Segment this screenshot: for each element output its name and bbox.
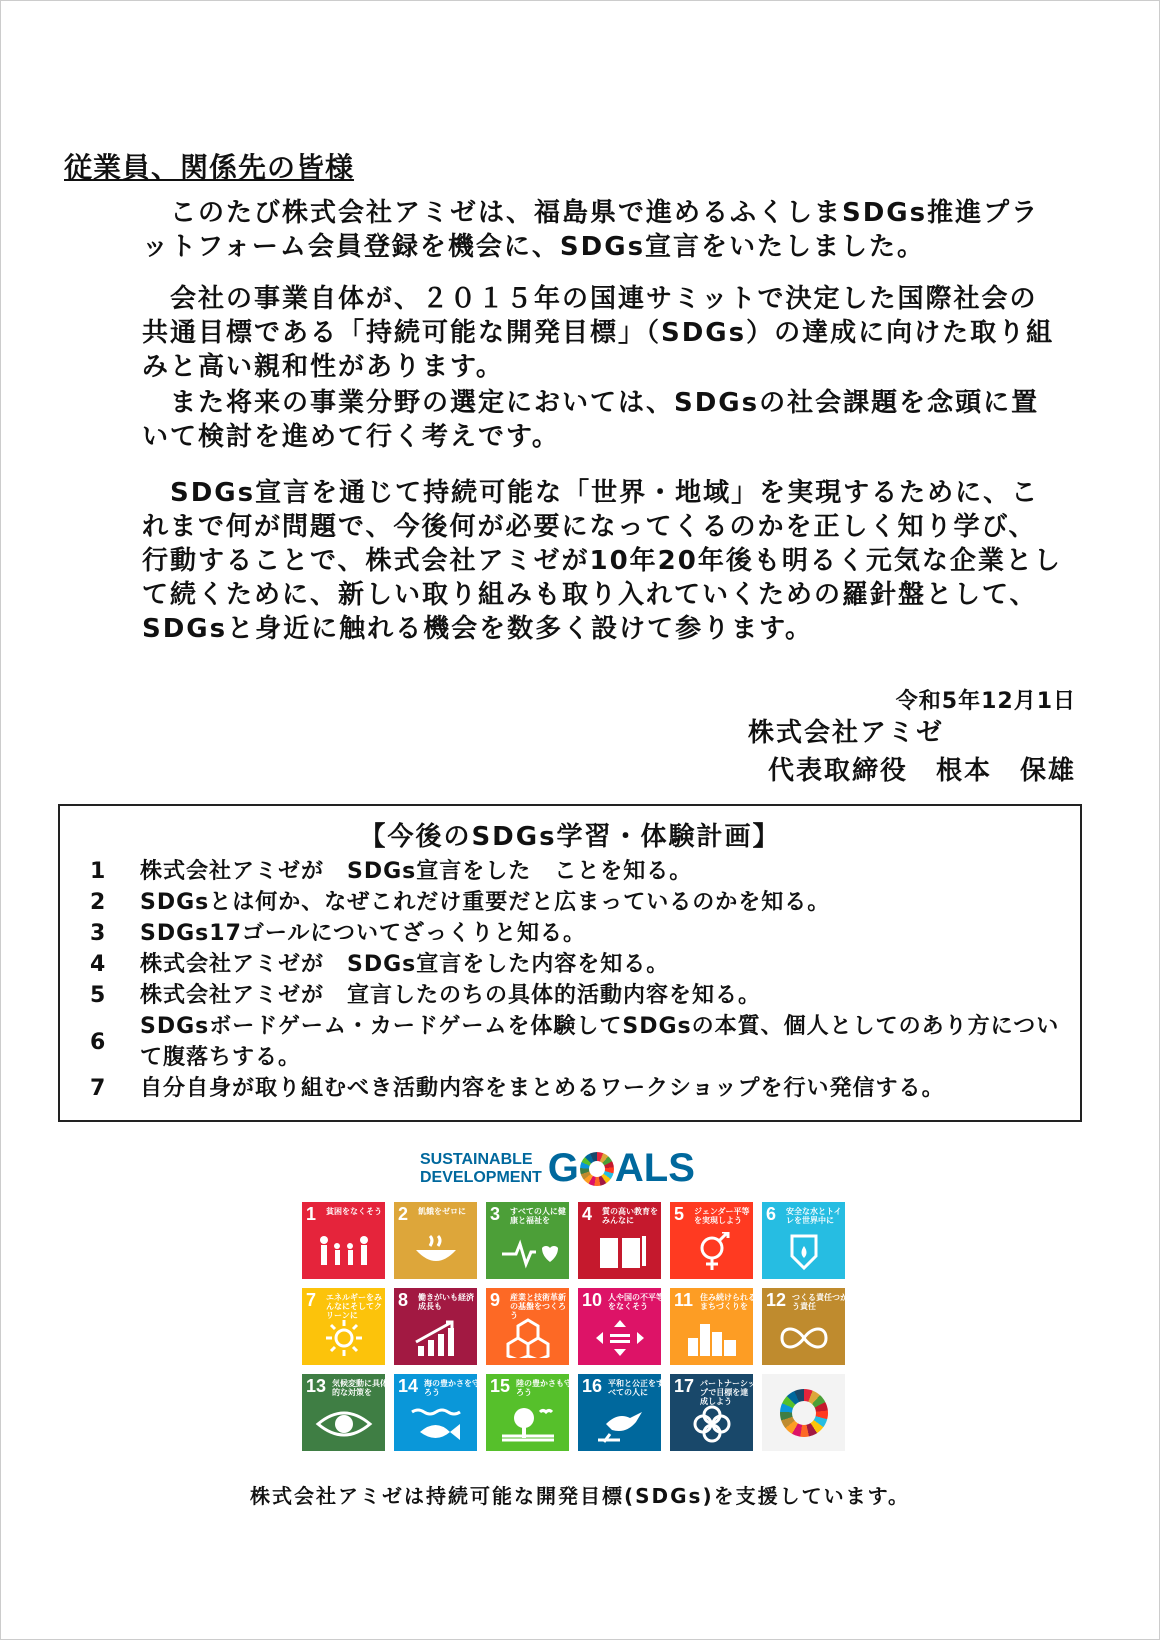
sdg-goal-tile-10 bbox=[578, 1288, 664, 1365]
sdg-goal-tile-4 bbox=[578, 1202, 661, 1279]
sun-icon bbox=[314, 1318, 374, 1358]
salutation: 従業員、関係先の皆様 bbox=[64, 151, 355, 184]
sdg-goal-tile-9 bbox=[486, 1288, 569, 1365]
sdg-goal-tile-17 bbox=[670, 1374, 756, 1451]
growth-chart-icon bbox=[406, 1318, 466, 1358]
plan-item bbox=[90, 1011, 1070, 1073]
infinity-icon bbox=[774, 1318, 834, 1358]
goal-label: 産業と技術革新の基盤をつくろう bbox=[510, 1293, 566, 1320]
plan-item-number: 7 bbox=[90, 1076, 107, 1101]
plan-item bbox=[90, 949, 1070, 980]
logo-goals-rest: ALS bbox=[614, 1146, 695, 1190]
water-drop-icon bbox=[774, 1232, 834, 1272]
plan-item-number: 3 bbox=[90, 921, 107, 946]
goal-label: 海の豊かさを守ろう bbox=[424, 1379, 480, 1397]
goal-number: 16 bbox=[582, 1376, 603, 1396]
goal-label: 平和と公正をすべての人に bbox=[608, 1379, 664, 1397]
goal-label: 貧困をなくそう bbox=[326, 1207, 382, 1216]
representative-name: 代表取締役 根本 保雄 bbox=[767, 756, 1076, 786]
plan-item bbox=[90, 980, 1070, 1011]
plan-item-text: 株式会社アミゼが SDGs宣言をした内容を知る。 bbox=[140, 952, 670, 977]
city-icon bbox=[682, 1318, 742, 1358]
sdg-goal-tile-8 bbox=[394, 1288, 477, 1365]
goal-number: 7 bbox=[306, 1290, 317, 1310]
sdg-goal-tile-14 bbox=[394, 1374, 480, 1451]
goal-label: 質の高い教育をみんなに bbox=[602, 1207, 658, 1225]
goal-label: すべての人に健康と福祉を bbox=[510, 1207, 566, 1225]
letter-paragraph-1: このたび株式会社アミゼは、福島県で進めるふくしまSDGs推進プラットフォーム会員登録を機会に、SDGs宣言をいたしました。 bbox=[142, 198, 1040, 262]
sdg-goal-tile-7 bbox=[302, 1288, 385, 1365]
goal-label: 人や国の不平等をなくそう bbox=[608, 1293, 664, 1311]
sdg-goal-tile-1 bbox=[302, 1202, 385, 1279]
bowl-icon bbox=[406, 1232, 466, 1272]
goal-label: 気候変動に具体的な対策を bbox=[332, 1379, 388, 1397]
goal-label: 陸の豊かさも守ろう bbox=[516, 1379, 572, 1397]
sdg-goal-tile-15 bbox=[486, 1374, 572, 1451]
plan-item-text: 自分自身が取り組むべき活動内容をまとめるワークショップを行い発信する。 bbox=[140, 1076, 945, 1101]
logo-text bbox=[420, 1151, 542, 1187]
plan-item-text: SDGsとは何か、なぜこれだけ重要だと広まっているのかを知る。 bbox=[140, 890, 831, 915]
goal-label: エネルギーをみんなにそしてクリーンに bbox=[326, 1293, 382, 1320]
sdg-goal-tile-3 bbox=[486, 1202, 569, 1279]
goal-number: 14 bbox=[398, 1376, 419, 1396]
sdg-goal-tile-11 bbox=[670, 1288, 756, 1365]
eye-globe-icon bbox=[314, 1404, 374, 1444]
goal-number: 17 bbox=[674, 1376, 695, 1396]
logo-goals bbox=[548, 1146, 695, 1191]
goal-number: 11 bbox=[674, 1290, 694, 1310]
goal-number: 8 bbox=[398, 1290, 409, 1310]
learning-plan-box bbox=[58, 804, 1082, 1122]
goal-label: 住み続けられるまちづくりを bbox=[700, 1293, 756, 1311]
goal-number: 15 bbox=[490, 1376, 511, 1396]
sdg-wheel-tile bbox=[762, 1374, 845, 1451]
sdg-wheel-icon bbox=[580, 1152, 614, 1186]
logo-goals-g: G bbox=[547, 1146, 579, 1190]
goal-number: 4 bbox=[582, 1204, 593, 1224]
goal-label: つくる責任つかう責任 bbox=[792, 1293, 848, 1311]
plan-title: 【今後のSDGs学習・体験計画】 bbox=[359, 822, 781, 852]
sdgs-logo bbox=[420, 1146, 695, 1191]
letter-paragraph-2: 会社の事業自体が、２０１５年の国連サミットで決定した国際社会の共通目標である「持続可能な開発目標」（SDGs）の達成に向けた取り組みと高い親和性があります。 bbox=[142, 284, 1055, 382]
family-icon bbox=[314, 1232, 374, 1272]
sdg-goal-tile-16 bbox=[578, 1374, 664, 1451]
company-name: 株式会社アミゼ bbox=[747, 718, 944, 748]
plan-item-number: 2 bbox=[90, 890, 107, 915]
plan-item-number: 6 bbox=[90, 1029, 107, 1055]
plan-item bbox=[90, 887, 1070, 918]
heartbeat-icon bbox=[498, 1232, 558, 1272]
plan-item bbox=[90, 1073, 1070, 1104]
gender-icon bbox=[682, 1232, 742, 1272]
plan-item-number: 5 bbox=[90, 983, 107, 1008]
plan-item bbox=[90, 856, 1070, 887]
plan-item-text: SDGsボードゲーム・カードゲームを体験してSDGsの本質、個人としてのあり方について腹落ちする。 bbox=[140, 1014, 1060, 1070]
goal-label: パートナーシップで目標を達成しよう bbox=[700, 1379, 756, 1406]
logo-line-1: SUSTAINABLE bbox=[420, 1150, 533, 1168]
letter-date: 令和5年12月1日 bbox=[895, 689, 1076, 714]
goal-number: 13 bbox=[306, 1376, 327, 1396]
flower-icon bbox=[682, 1404, 742, 1444]
sdg-goal-tile-6 bbox=[762, 1202, 845, 1279]
goal-number: 1 bbox=[306, 1204, 317, 1224]
plan-item-number: 1 bbox=[90, 859, 107, 884]
goal-number: 6 bbox=[766, 1204, 777, 1224]
letter-paragraph-3: また将来の事業分野の選定においては、SDGsの社会課題を念頭に置いて検討を進めて行く考えです。 bbox=[142, 388, 1040, 452]
plan-list bbox=[90, 856, 1070, 1104]
cubes-icon bbox=[498, 1318, 558, 1358]
plan-item-text: SDGs17ゴールについてざっくりと知る。 bbox=[140, 921, 586, 946]
plan-item-text: 株式会社アミゼが 宣言したのちの具体的活動内容を知る。 bbox=[140, 983, 762, 1008]
fish-icon bbox=[406, 1404, 466, 1444]
goal-number: 5 bbox=[674, 1204, 685, 1224]
plan-item-number: 4 bbox=[90, 952, 107, 977]
sdg-goal-tile-13 bbox=[302, 1374, 388, 1451]
goal-label: ジェンダー平等を実現しよう bbox=[694, 1207, 750, 1225]
sdg-goal-tile-12 bbox=[762, 1288, 848, 1365]
dove-icon bbox=[590, 1404, 650, 1444]
logo-line-2: DEVELOPMENT bbox=[420, 1168, 542, 1186]
goal-number: 12 bbox=[766, 1290, 787, 1310]
plan-item-text: 株式会社アミゼが SDGs宣言をした ことを知る。 bbox=[140, 859, 693, 884]
goal-number: 10 bbox=[582, 1290, 603, 1310]
sdg-goal-tile-2 bbox=[394, 1202, 477, 1279]
goal-label: 安全な水とトイレを世界中に bbox=[786, 1207, 842, 1225]
sdg-goal-tile-5 bbox=[670, 1202, 753, 1279]
goal-number: 3 bbox=[490, 1204, 501, 1224]
goal-label: 働きがいも経済成長も bbox=[418, 1293, 474, 1311]
goal-number: 9 bbox=[490, 1290, 501, 1310]
letter-paragraph-4: SDGs宣言を通じて持続可能な「世界・地域」を実現するために、これまで何が問題で、今後何が必要になってくるのかを正しく知り学び、行動することで、株式会社アミゼが10年20年後も明るく元気な企業として続くために、新しい取り組みも取り入れていくための羅針盤として、SDGsと身近に触れる機会を数多く設けて参ります。 bbox=[142, 478, 1062, 644]
tree-icon bbox=[498, 1404, 558, 1444]
sdg-wheel-icon bbox=[780, 1389, 828, 1437]
support-caption: 株式会社アミゼは持続可能な開発目標(SDGs)を支援しています。 bbox=[249, 1484, 910, 1508]
goal-number: 2 bbox=[398, 1204, 409, 1224]
plan-item bbox=[90, 918, 1070, 949]
book-icon bbox=[590, 1232, 650, 1272]
equality-icon bbox=[590, 1318, 650, 1358]
goal-label: 飢餓をゼロに bbox=[418, 1207, 466, 1216]
